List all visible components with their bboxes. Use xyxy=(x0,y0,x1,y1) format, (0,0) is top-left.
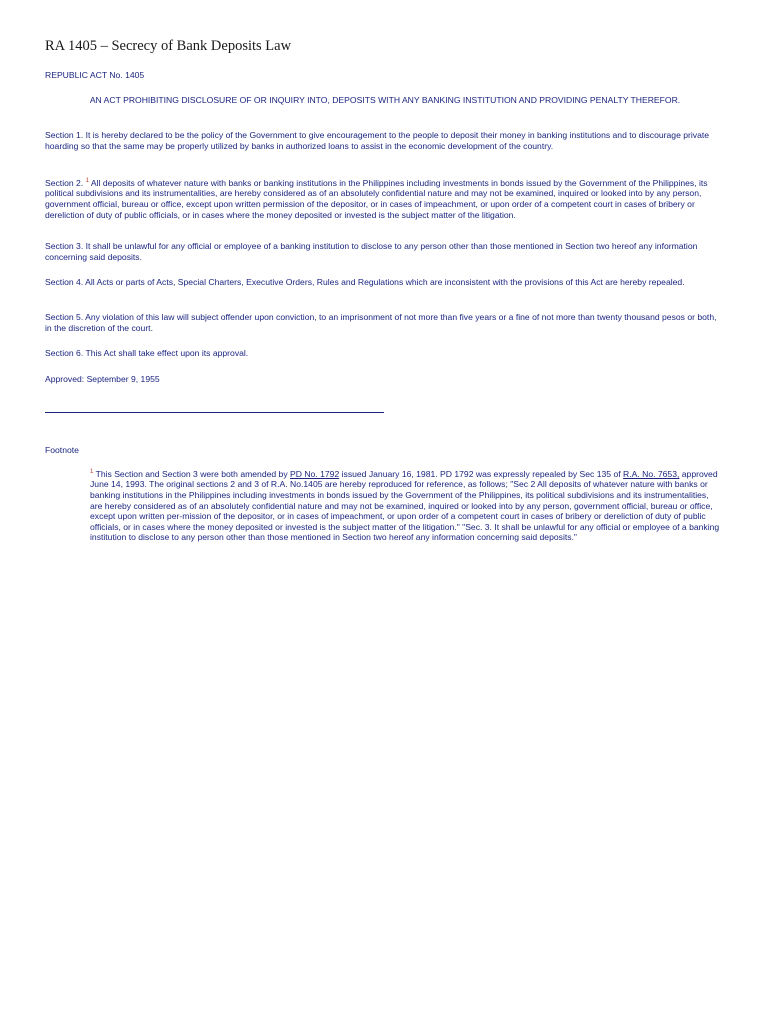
section-2-text: All deposits of whatever nature with banks or banking institutions in the Philippines including investments in bonds issued by the Government of the Philippines, its political subdivisions and its instrumentalities, are hereby considered as of an absolutely confidential nature and may not be examined, inquired or looked into by any person, government official, bureau or office, except upon written permission of the depositor, or in cases of impeachment, or upon order of a competent court in cases of bribery or dereliction of duty of public officials, or in cases where the money deposited or invested is the subject matter of the litigation. xyxy=(45,177,708,220)
divider-rule xyxy=(45,412,384,413)
ra-7653-link[interactable]: R.A. No. 7653, xyxy=(623,468,680,479)
footnote-marker[interactable]: 1 xyxy=(85,178,89,184)
republic-act-number: REPUBLIC ACT No. 1405 xyxy=(45,70,145,80)
section-4: Section 4. All Acts or parts of Acts, Special Charters, Executive Orders, Rules and Regulations which are inconsistent with the provisions of this Act are hereby repealed. xyxy=(45,277,685,287)
footnote-body xyxy=(90,467,722,543)
footnote-label: Footnote xyxy=(45,445,79,455)
footnote-ref-marker: 1 xyxy=(90,469,94,475)
footnote-text-3: approved June 14, 1993. The original sections 2 and 3 of R.A. No.1405 are hereby reproduced for reference, as follows; "Sec 2 All deposits of whatever nature with banks or banking institutions in the Philippines including investments in bonds issued by the Government of the Philippines, its political subdivisions and its instrumentalities, are hereby considered as of an absolutely confidential nature and may not be examined, inquired or looked into by any person, government official, bureau or office, except upon written per-mission of the depositor, or in cases of impeachment, or upon order of a competent court in cases of bribery or dereliction of duty of public officials, or in cases where the money deposited or invested is the subject matter of the litigation." "Sec. 3. It shall be unlawful for any official or employee of a banking institution to disclose to any person other than those mentioned in Section two hereof any information concerning said deposits." xyxy=(90,468,720,543)
section-5: Section 5. Any violation of this law will subject offender upon conviction, to an imprisonment of not more than five years or a fine of not more than twenty thousand pesos or both, in the discretion of the court. xyxy=(45,312,717,333)
document-title: RA 1405 – Secrecy of Bank Deposits Law xyxy=(45,38,292,54)
section-1: Section 1. It is hereby declared to be the policy of the Government to give encouragement to the people to deposit their money in banking institutions and to discourage private hoarding so that the same may be properly utilized by banks in authorized loans to assist in the economic development of the country. xyxy=(45,130,710,151)
footnote-text-2: issued January 16, 1981. PD 1792 was expressly repealed by Sec 135 of xyxy=(341,468,624,479)
section-3: Section 3. It shall be unlawful for any official or employee of a banking institution to disclose to any person other than those mentioned in Section two hereof any information concerning said deposits. xyxy=(45,241,698,262)
section-2 xyxy=(45,176,725,220)
footnote-text-1: This Section and Section 3 were both amended by xyxy=(95,468,291,479)
section-6: Section 6. This Act shall take effect upon its approval. xyxy=(45,348,249,358)
approval-date: Approved: September 9, 1955 xyxy=(45,374,160,384)
act-title: AN ACT PROHIBITING DISCLOSURE OF OR INQUIRY INTO, DEPOSITS WITH ANY BANKING INSTITUTION AND PROVIDING PENALTY THEREFOR. xyxy=(89,95,681,105)
section-2-label: Section 2. xyxy=(45,177,84,188)
pd-1792-link[interactable]: PD No. 1792 xyxy=(290,468,340,479)
